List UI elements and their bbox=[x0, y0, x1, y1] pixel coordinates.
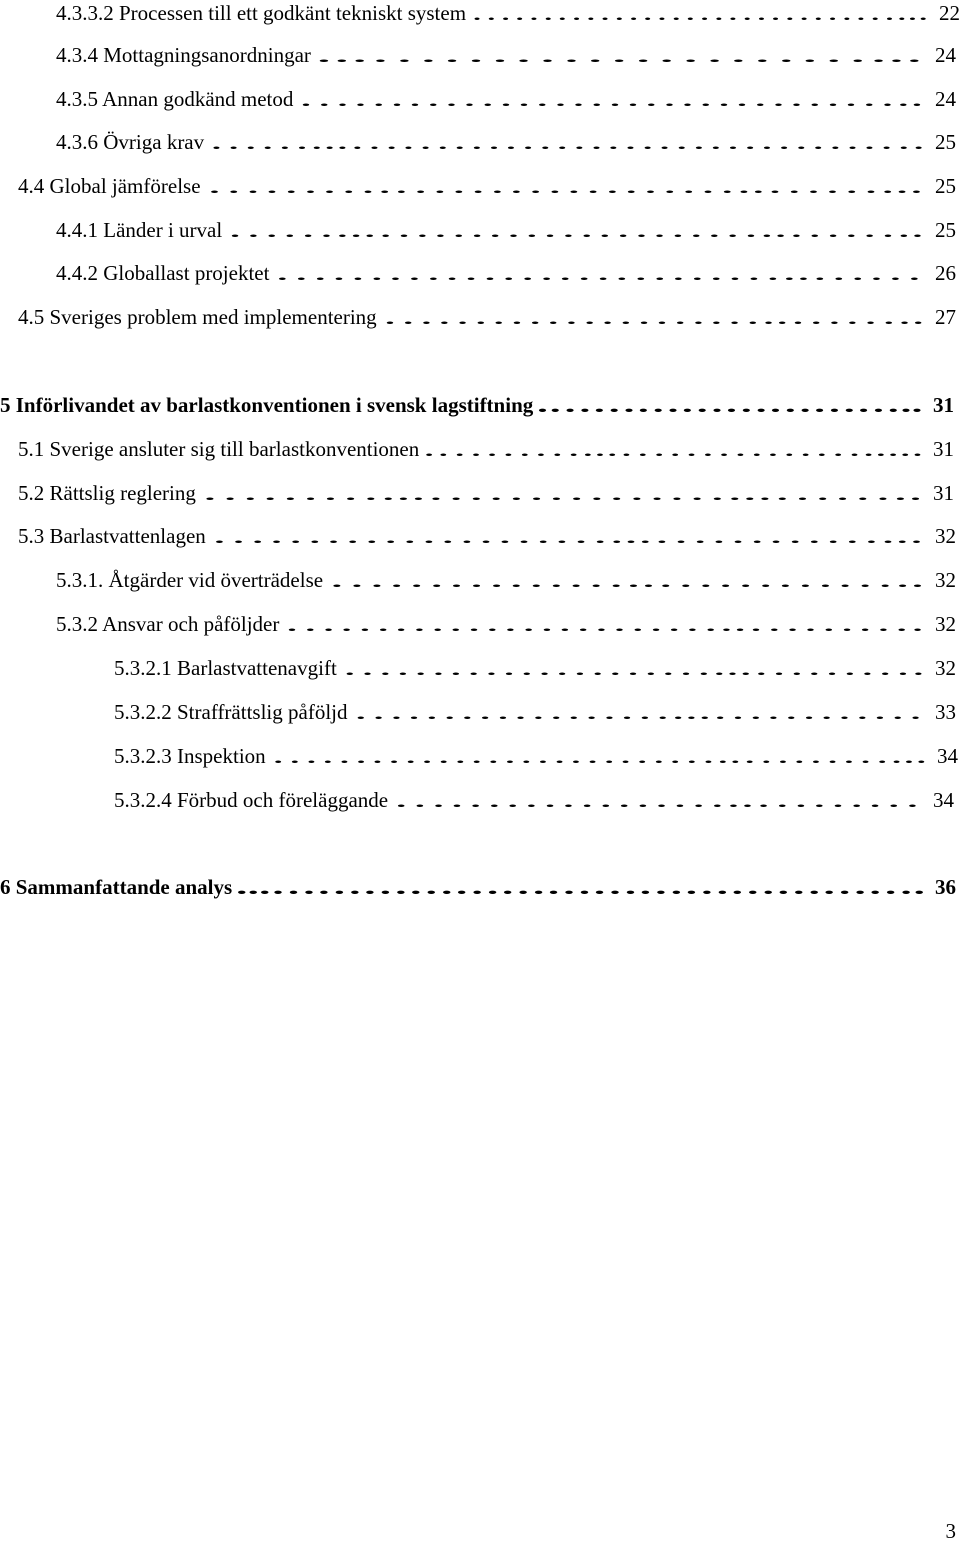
toc-entry-page: 36 bbox=[935, 875, 956, 899]
toc-entry[interactable] bbox=[56, 217, 956, 243]
toc-entry[interactable] bbox=[18, 436, 954, 462]
toc-entry[interactable] bbox=[114, 699, 956, 725]
toc-entry-title: 4.5 Sveriges problem med implementering bbox=[18, 305, 377, 329]
toc-entry-page: 33 bbox=[935, 700, 956, 724]
toc-entry[interactable] bbox=[18, 523, 956, 549]
toc-entry[interactable] bbox=[56, 611, 956, 637]
toc-entry-title: 5.3.2.1 Barlastvattenavgift bbox=[114, 656, 337, 680]
toc-entry-page: 31 bbox=[933, 481, 954, 505]
toc-entry-leader: ……………………..………. bbox=[283, 612, 925, 636]
toc-entry[interactable] bbox=[56, 567, 956, 593]
toc-entry-page: 34 bbox=[933, 788, 954, 812]
toc-entry-page: 32 bbox=[935, 524, 956, 548]
toc-entry-title: 4.3.5 Annan godkänd metod bbox=[56, 87, 294, 111]
toc-entry-title: 5.3.2.3 Inspektion bbox=[114, 744, 266, 768]
toc-entry-title: 5.3.1. Åtgärder vid överträdelse bbox=[56, 568, 324, 592]
toc-entry-page: 24 bbox=[935, 43, 956, 67]
toc-entry[interactable] bbox=[18, 480, 954, 506]
toc-entry[interactable] bbox=[114, 787, 954, 813]
toc-entry[interactable] bbox=[18, 173, 956, 199]
toc-entry-title: 5.3.2.4 Förbud och föreläggande bbox=[114, 788, 389, 812]
toc-entry[interactable] bbox=[114, 743, 958, 769]
toc-entry-leader: …………………………... bbox=[470, 1, 929, 25]
toc-entry[interactable] bbox=[56, 86, 956, 112]
toc-entry-page: 34 bbox=[937, 744, 958, 768]
toc-entry-leader: ………………………..………... bbox=[270, 744, 928, 768]
toc-entry-title: 4.4 Global jämförelse bbox=[18, 174, 201, 198]
toc-entry-page: 22 bbox=[939, 1, 960, 25]
toc-entry-page: 32 bbox=[935, 612, 956, 636]
toc-entry-leader: ……...……………………………. bbox=[208, 130, 925, 154]
toc-entry-leader: ………………………..…… bbox=[273, 261, 924, 285]
toc-entry-leader: ...…………………... bbox=[315, 43, 924, 67]
toc-entry[interactable] bbox=[56, 0, 960, 26]
toc-entry-leader: ……………..………….. bbox=[327, 568, 925, 592]
toc-entry-page: 25 bbox=[935, 174, 956, 198]
toc-entry-leader: ……….………………..……... bbox=[205, 174, 924, 198]
toc-entry-leader: ……...…………………..…….. bbox=[226, 218, 925, 242]
toc-entry-page: 31 bbox=[933, 393, 954, 417]
page-number: 3 bbox=[945, 1519, 956, 1543]
toc-entry[interactable] bbox=[114, 655, 956, 681]
toc-entry-page: 24 bbox=[935, 87, 956, 111]
toc-entry-page: 31 bbox=[933, 437, 954, 461]
toc-entry-leader: …………………………….. bbox=[297, 87, 924, 111]
toc-entry-leader: ………………...………… bbox=[352, 700, 925, 724]
toc-entry-leader: ...……………………………………. bbox=[236, 875, 925, 899]
toc-entry-page: 25 bbox=[935, 130, 956, 154]
toc-entry-leader: …………………...………. bbox=[341, 656, 925, 680]
toc-entry-title: 5.3.2 Ansvar och påföljder bbox=[56, 612, 280, 636]
toc-entry-page: 27 bbox=[935, 305, 956, 329]
toc-entry[interactable] bbox=[18, 304, 956, 330]
toc-entry-title: 5 Införlivandet av barlastkonventionen i svensk lagstiftning bbox=[0, 393, 534, 417]
toc-entry-title: 4.4.1 Länder i urval bbox=[56, 218, 223, 242]
toc-entry-title: 5.3 Barlastvattenlagen bbox=[18, 524, 206, 548]
toc-entry[interactable] bbox=[56, 260, 956, 286]
toc-entry-title: 6 Sammanfattande analys bbox=[0, 875, 233, 899]
toc-entry-page: 32 bbox=[935, 656, 956, 680]
toc-entry-leader: ………...……………...…….. bbox=[200, 481, 923, 505]
toc-entry-page: 26 bbox=[935, 261, 956, 285]
toc-entry[interactable] bbox=[56, 42, 956, 68]
toc-entry-title: 5.3.2.2 Straffrättslig påföljd bbox=[114, 700, 348, 724]
toc-entry-page: 25 bbox=[935, 218, 956, 242]
toc-entry-title: 4.4.2 Globallast projektet bbox=[56, 261, 270, 285]
toc-entry-leader: .…………………….. bbox=[537, 393, 923, 417]
toc-entry-title: 5.2 Rättslig reglering bbox=[18, 481, 196, 505]
toc-entry-leader: …………………...…………... bbox=[210, 524, 924, 548]
toc-entry[interactable] bbox=[0, 392, 954, 418]
toc-entry-title: 4.3.4 Mottagningsanordningar bbox=[56, 43, 311, 67]
toc-entry-leader: ………………..……… bbox=[392, 788, 922, 812]
toc-entry-title: 5.1 Sverige ansluter sig till barlastkonventionen bbox=[18, 437, 420, 461]
toc-entry-page: 32 bbox=[935, 568, 956, 592]
toc-entry-title: 4.3.3.2 Processen till ett godkänt tekniskt system bbox=[56, 1, 467, 25]
toc-entry-leader: .………...……………..... bbox=[423, 437, 924, 461]
toc-entry-leader: …………………..…….. bbox=[381, 305, 925, 329]
toc-entry-title: 4.3.6 Övriga krav bbox=[56, 130, 205, 154]
toc-entry[interactable] bbox=[56, 129, 956, 155]
toc-entry[interactable] bbox=[0, 874, 956, 900]
